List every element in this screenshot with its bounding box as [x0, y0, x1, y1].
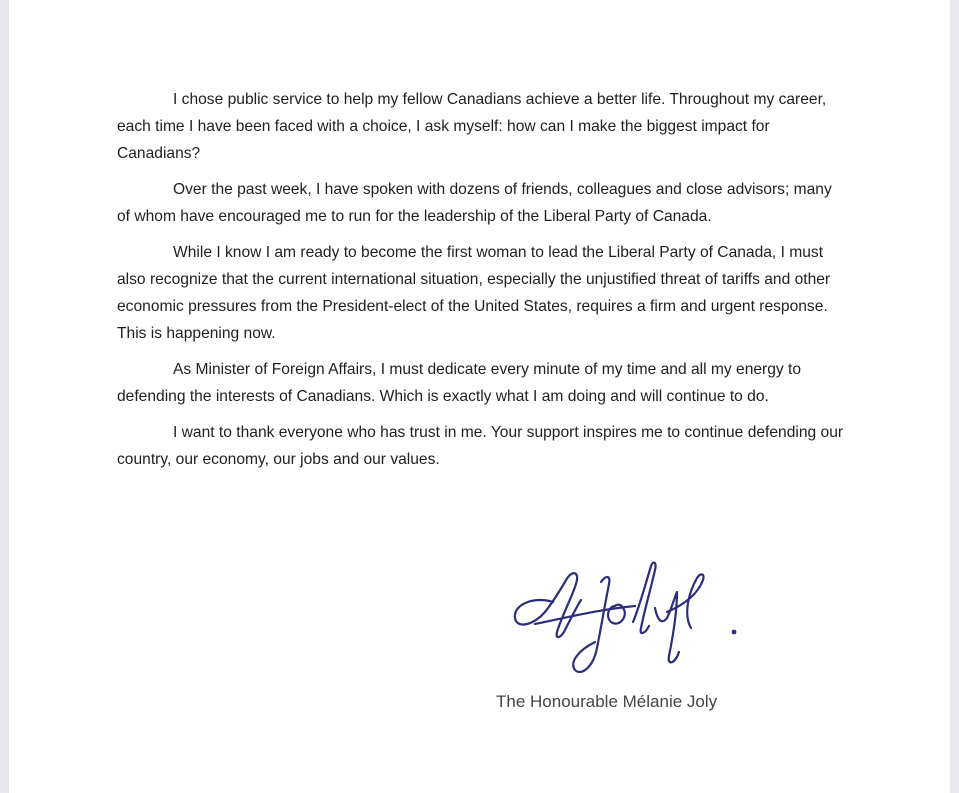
page-edge-right	[950, 0, 959, 793]
handwritten-signature	[505, 552, 755, 682]
paragraph-1: I chose public service to help my fellow Canadians achieve a better life. Throughout my career, each time I have been faced with a choice, I ask myself: how can I make the biggest impact for Canadians?	[117, 91, 827, 162]
paragraph-5: I want to thank everyone who has trust in me. Your support inspires me to continue defending our country, our economy, our jobs and our values.	[117, 424, 844, 468]
signature-dot	[732, 630, 737, 635]
letter-body	[117, 86, 847, 482]
paragraph-4: As Minister of Foreign Affairs, I must dedicate every minute of my time and all my energy to defending the interests of Canadians. Which is exactly what I am doing and will continue to do.	[117, 361, 802, 405]
paragraph-2: Over the past week, I have spoken with dozens of friends, colleagues and close advisors; many of whom have encouraged me to run for the leadership of the Liberal Party of Canada.	[117, 181, 832, 225]
page-edge-left	[0, 0, 9, 793]
signature-strokes	[515, 563, 704, 672]
signatory-name: The Honourable Mélanie Joly	[496, 692, 718, 711]
paragraph-3: While I know I am ready to become the first woman to lead the Liberal Party of Canada, I must also recognize that the current international situation, especially the unjustified threat of tariffs and other economic pressures from the President-elect of the United States, requires a firm and urgent response. This is happening now.	[117, 244, 831, 342]
